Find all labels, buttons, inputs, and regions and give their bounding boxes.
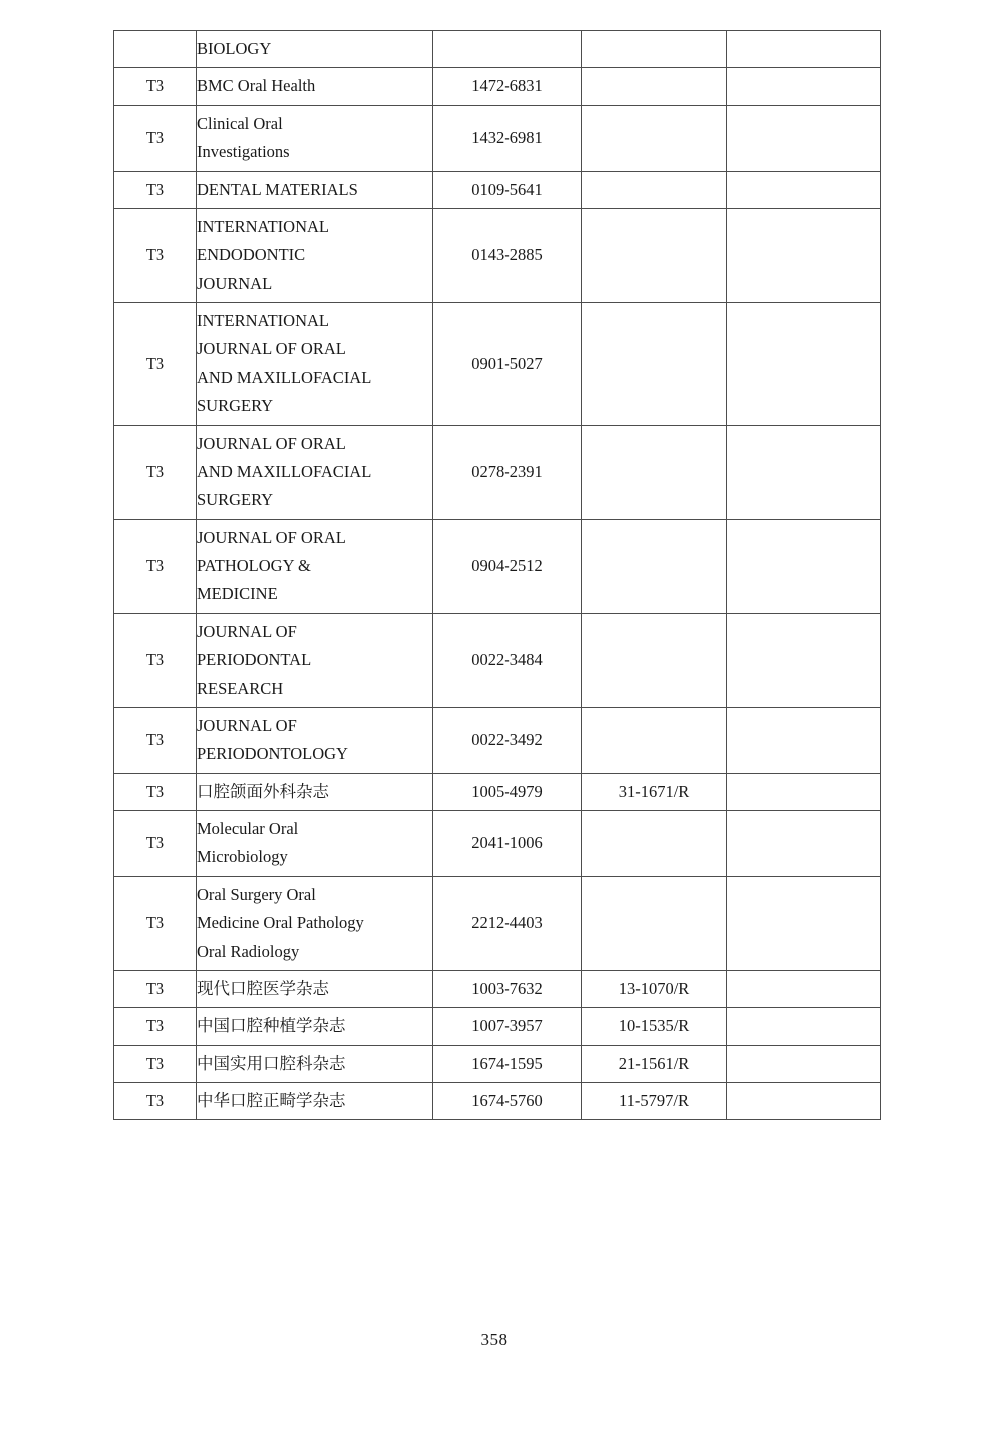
journal-title-line: JOURNAL — [197, 273, 273, 293]
cell-journal-title — [197, 707, 433, 773]
cell-cn-number — [582, 519, 727, 613]
cell-journal-title — [197, 171, 433, 208]
journal-title-line: 口腔颌面外科杂志 — [197, 781, 329, 801]
cell-extra — [727, 519, 881, 613]
cell-extra — [727, 707, 881, 773]
cell-tier: T3 — [114, 303, 197, 426]
table-row — [114, 970, 881, 1007]
journal-title-line: Medicine Oral Pathology — [197, 913, 364, 933]
cell-tier: T3 — [114, 613, 197, 707]
cell-extra — [727, 811, 881, 877]
cell-issn: 0022-3492 — [433, 707, 582, 773]
cell-tier: T3 — [114, 1045, 197, 1082]
cell-extra — [727, 208, 881, 302]
journal-title-line: AND MAXILLOFACIAL — [197, 461, 372, 481]
journal-title-line: DENTAL MATERIALS — [197, 179, 358, 199]
journal-title-line: JOURNAL OF ORAL — [197, 433, 346, 453]
cell-cn-number — [582, 68, 727, 105]
cell-cn-number — [582, 303, 727, 426]
table-row — [114, 519, 881, 613]
cell-tier: T3 — [114, 68, 197, 105]
cell-extra — [727, 1083, 881, 1120]
cell-journal-title — [197, 68, 433, 105]
journal-title-line: 中国口腔种植学杂志 — [197, 1016, 346, 1036]
cell-extra — [727, 105, 881, 171]
cell-journal-title — [197, 105, 433, 171]
cell-tier: T3 — [114, 1008, 197, 1045]
cell-extra — [727, 1008, 881, 1045]
table-row — [114, 1045, 881, 1082]
journal-title-line: PERIODONTOLOGY — [197, 744, 348, 764]
cell-tier: T3 — [114, 171, 197, 208]
journal-title-line: SURGERY — [197, 490, 274, 510]
page-number: 358 — [480, 1330, 508, 1349]
table-row — [114, 876, 881, 970]
cell-journal-title — [197, 970, 433, 1007]
cell-issn: 0143-2885 — [433, 208, 582, 302]
cell-tier: T3 — [114, 970, 197, 1007]
journal-title-line: JOURNAL OF ORAL — [197, 527, 346, 547]
table-row — [114, 811, 881, 877]
cell-extra — [727, 970, 881, 1007]
cell-extra — [727, 613, 881, 707]
table-row — [114, 613, 881, 707]
journal-title-line: Clinical Oral — [197, 113, 283, 133]
cell-cn-number — [582, 105, 727, 171]
journal-title-line: BMC Oral Health — [197, 76, 316, 96]
journal-title-line: JOURNAL OF — [197, 715, 297, 735]
journal-title-line: Microbiology — [197, 847, 288, 867]
table-row — [114, 1083, 881, 1120]
table-row — [114, 31, 881, 68]
cell-journal-title — [197, 1083, 433, 1120]
table-row — [114, 68, 881, 105]
cell-tier: T3 — [114, 208, 197, 302]
cell-extra — [727, 171, 881, 208]
cell-issn: 1007-3957 — [433, 1008, 582, 1045]
cell-issn: 2041-1006 — [433, 811, 582, 877]
cell-journal-title — [197, 876, 433, 970]
cell-journal-title — [197, 519, 433, 613]
table-row — [114, 773, 881, 810]
journal-title-line: 中国实用口腔科杂志 — [197, 1053, 346, 1073]
cell-journal-title — [197, 31, 433, 68]
table-row — [114, 208, 881, 302]
cell-extra — [727, 773, 881, 810]
table-row — [114, 303, 881, 426]
cell-tier: T3 — [114, 519, 197, 613]
journal-title-line: INTERNATIONAL — [197, 216, 329, 236]
cell-journal-title — [197, 613, 433, 707]
cell-journal-title — [197, 208, 433, 302]
cell-tier — [114, 31, 197, 68]
cell-cn-number — [582, 208, 727, 302]
journal-title-line: MEDICINE — [197, 584, 278, 604]
cell-issn: 0904-2512 — [433, 519, 582, 613]
journal-title-line: JOURNAL OF — [197, 621, 297, 641]
journal-title-line: Investigations — [197, 142, 290, 162]
journal-title-line: ENDODONTIC — [197, 245, 306, 265]
cell-tier: T3 — [114, 876, 197, 970]
cell-issn: 1472-6831 — [433, 68, 582, 105]
cell-journal-title — [197, 1045, 433, 1082]
cell-extra — [727, 425, 881, 519]
journal-title-line: INTERNATIONAL — [197, 311, 329, 330]
cell-issn: 1674-5760 — [433, 1083, 582, 1120]
cell-journal-title — [197, 1008, 433, 1045]
table-row — [114, 425, 881, 519]
cell-extra — [727, 1045, 881, 1082]
cell-issn: 1003-7632 — [433, 970, 582, 1007]
cell-journal-title — [197, 811, 433, 877]
journal-listing-table — [113, 30, 881, 1120]
cell-cn-number — [582, 31, 727, 68]
cell-cn-number — [582, 811, 727, 877]
cell-issn — [433, 31, 582, 68]
cell-extra — [727, 303, 881, 426]
journal-title-line: 中华口腔正畸学杂志 — [197, 1091, 346, 1110]
cell-tier: T3 — [114, 1083, 197, 1120]
journal-title-line: PERIODONTAL — [197, 650, 312, 670]
cell-tier: T3 — [114, 425, 197, 519]
cell-journal-title — [197, 303, 433, 426]
cell-cn-number: 13-1070/R — [582, 970, 727, 1007]
cell-cn-number: 10-1535/R — [582, 1008, 727, 1045]
table-row — [114, 707, 881, 773]
cell-issn: 0022-3484 — [433, 613, 582, 707]
journal-title-line: SURGERY — [197, 396, 274, 416]
journal-title-line: AND MAXILLOFACIAL — [197, 367, 372, 387]
cell-journal-title — [197, 425, 433, 519]
journal-title-line: Oral Radiology — [197, 941, 300, 961]
journal-title-line: Molecular Oral — [197, 819, 299, 838]
table-row — [114, 171, 881, 208]
table-body — [114, 31, 881, 1120]
cell-tier: T3 — [114, 811, 197, 877]
cell-issn: 0901-5027 — [433, 303, 582, 426]
cell-cn-number — [582, 425, 727, 519]
cell-issn: 1432-6981 — [433, 105, 582, 171]
journal-title-line: JOURNAL OF ORAL — [197, 339, 346, 359]
cell-journal-title — [197, 773, 433, 810]
cell-issn: 0109-5641 — [433, 171, 582, 208]
table-row — [114, 1008, 881, 1045]
cell-extra — [727, 31, 881, 68]
cell-cn-number — [582, 707, 727, 773]
cell-tier: T3 — [114, 707, 197, 773]
cell-cn-number: 21-1561/R — [582, 1045, 727, 1082]
cell-cn-number — [582, 613, 727, 707]
cell-cn-number — [582, 876, 727, 970]
cell-cn-number: 11-5797/R — [582, 1083, 727, 1120]
journal-title-line: RESEARCH — [197, 678, 284, 698]
cell-issn: 0278-2391 — [433, 425, 582, 519]
cell-cn-number — [582, 171, 727, 208]
cell-tier: T3 — [114, 105, 197, 171]
cell-issn: 1674-1595 — [433, 1045, 582, 1082]
cell-cn-number: 31-1671/R — [582, 773, 727, 810]
cell-tier: T3 — [114, 773, 197, 810]
cell-extra — [727, 68, 881, 105]
cell-issn: 1005-4979 — [433, 773, 582, 810]
journal-title-line: BIOLOGY — [197, 39, 272, 58]
journal-title-line: Oral Surgery Oral — [197, 884, 316, 904]
cell-issn: 2212-4403 — [433, 876, 582, 970]
journal-title-line: 现代口腔医学杂志 — [197, 978, 329, 998]
journal-title-line: PATHOLOGY & — [197, 556, 311, 575]
cell-extra — [727, 876, 881, 970]
table-row — [114, 105, 881, 171]
